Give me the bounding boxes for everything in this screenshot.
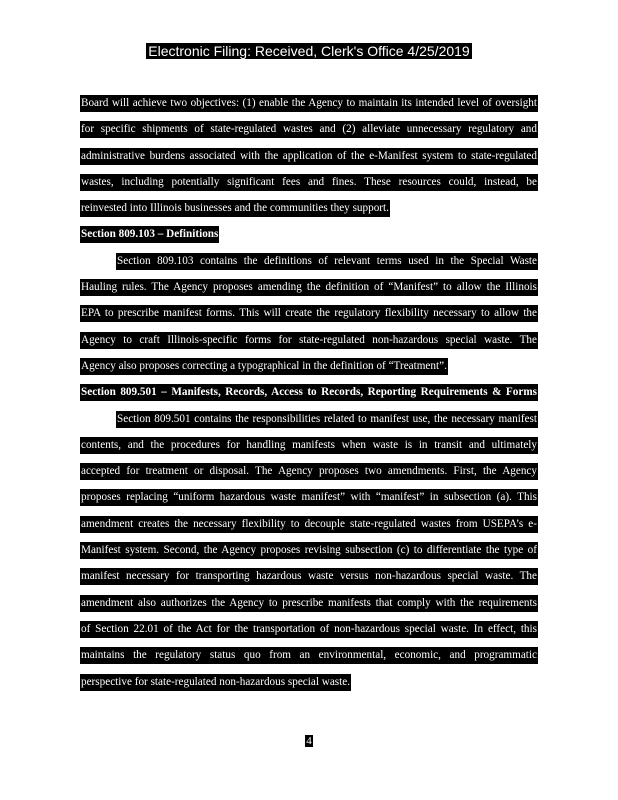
text-line: manifest necessary for transporting hazardous waste versus non-hazardous special waste. The — [80, 568, 538, 585]
section-heading-809-103: Section 809.103 – Definitions — [80, 226, 219, 243]
text-line: Hauling rules. The Agency proposes amending the definition of “Manifest” to allow the Illinois — [80, 279, 538, 296]
text-line: maintains the regulatory status quo from an environmental, economic, and programmatic — [80, 647, 538, 664]
page-number — [0, 731, 618, 749]
text-line: Section 809.501 contains the responsibilities related to manifest use, the necessary manifest — [116, 411, 538, 428]
text-line: Board will achieve two objectives: (1) enable the Agency to maintain its intended level of oversight — [80, 95, 538, 112]
text-line: proposes replacing “uniform hazardous waste manifest” with “manifest” in subsection (a). This — [80, 489, 538, 506]
text-line: EPA to prescribe manifest forms. This will create the regulatory flexibility necessary to allow the — [80, 305, 538, 322]
text-line: Agency to craft Illinois-specific forms for state-regulated non-hazardous special waste. The — [80, 332, 538, 349]
section-heading-809-501: Section 809.501 – Manifests, Records, Access to Records, Reporting Requirements & Forms — [80, 384, 538, 401]
text-line: for specific shipments of state-regulated wastes and (2) alleviate unnecessary regulatory and — [80, 121, 538, 138]
text-line: Agency also proposes correcting a typographical in the definition of “Treatment”. — [80, 358, 448, 375]
filing-stamp-text: Electronic Filing: Received, Clerk's Office 4/25/2019 — [148, 43, 470, 59]
text-line: contents, and the procedures for handling manifests when waste is in transit and ultimately — [80, 437, 538, 454]
text-line: Section 809.103 contains the definitions of relevant terms used in the Special Waste — [116, 253, 538, 270]
text-line: accepted for treatment or disposal. The Agency proposes two amendments. First, the Agency — [80, 463, 538, 480]
text-line: amendment also authorizes the Agency to prescribe manifests that comply with the requirements — [80, 595, 538, 612]
text-line: wastes, including potentially significant fees and fines. These resources could, instead, be — [80, 174, 538, 191]
text-line: of Section 22.01 of the Act for the transportation of non-hazardous special waste. In effect, this — [80, 621, 538, 638]
text-line: administrative burdens associated with the application of the e-Manifest system to state-regulated — [80, 148, 538, 165]
filing-stamp-header — [0, 42, 618, 61]
text-line: Manifest system. Second, the Agency proposes revising subsection (c) to differentiate the type of — [80, 542, 538, 559]
document-body — [80, 95, 538, 700]
page-number-text: 4 — [306, 735, 312, 747]
text-line: reinvested into Illinois businesses and the communities they support. — [80, 200, 390, 217]
text-line: amendment creates the necessary flexibility to decouple state-regulated wastes from USEPA’s e- — [80, 516, 538, 533]
text-line: perspective for state-regulated non-hazardous special waste. — [80, 674, 351, 691]
